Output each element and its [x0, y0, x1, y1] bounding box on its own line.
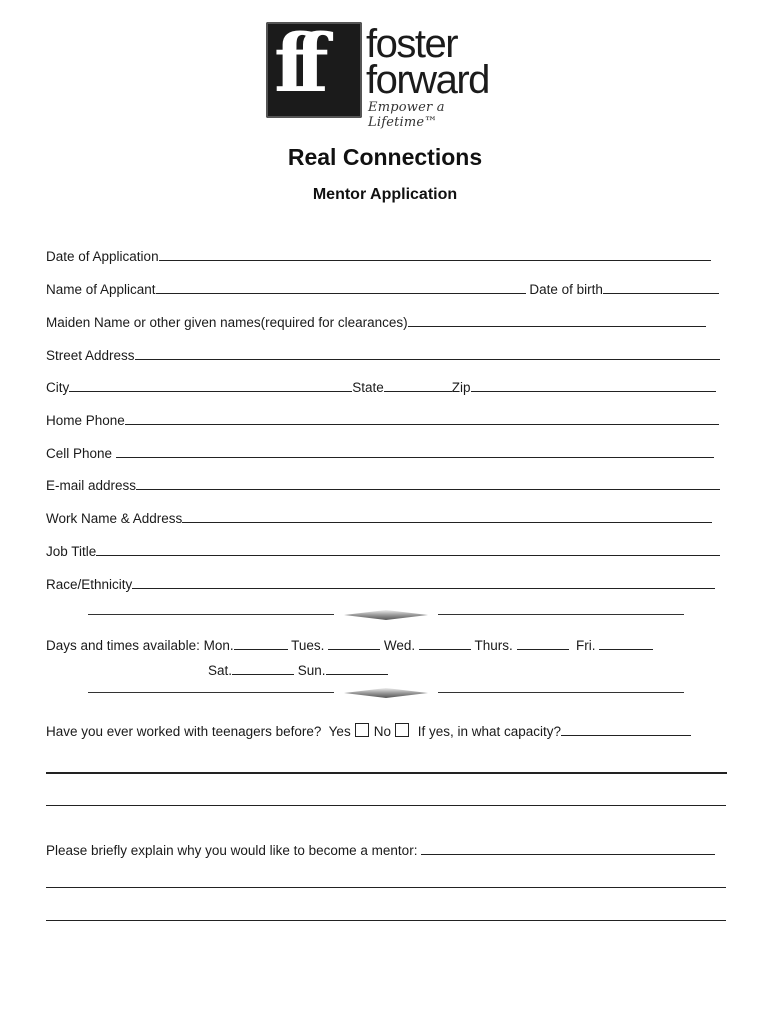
city-state-zip-row	[46, 378, 716, 396]
maiden-name-label: Maiden Name or other given names(required for clearances)	[46, 315, 408, 330]
cell-phone-label: Cell Phone	[46, 446, 113, 461]
city-field[interactable]	[69, 378, 352, 392]
yes-label: Yes	[328, 724, 351, 739]
job-title-label: Job Title	[46, 544, 97, 559]
friday-label: Fri.	[576, 638, 596, 653]
date-of-application-field[interactable]	[159, 247, 711, 261]
work-name-field[interactable]	[182, 509, 712, 523]
date-of-birth-field[interactable]	[603, 280, 719, 294]
state-label: State	[352, 380, 384, 395]
capacity-field[interactable]	[561, 722, 691, 736]
availability-label: Days and times available:	[46, 638, 200, 653]
tuesday-field[interactable]	[328, 636, 380, 650]
job-title-field[interactable]	[96, 542, 720, 556]
friday-field[interactable]	[599, 636, 653, 650]
mentor-reason-question: Please briefly explain why you would like to become a mentor:	[46, 843, 418, 858]
sunday-label: Sun.	[297, 663, 326, 678]
name-of-applicant-field[interactable]	[156, 280, 526, 294]
capacity-answer-line[interactable]	[46, 772, 727, 774]
teenagers-row	[46, 722, 691, 740]
work-name-row	[46, 509, 712, 527]
race-row	[46, 575, 715, 593]
no-checkbox[interactable]	[395, 723, 409, 737]
date-of-application-label: Date of Application	[46, 249, 159, 264]
availability-row	[46, 636, 653, 654]
mentor-reason-field[interactable]	[421, 841, 715, 855]
logo-word-forward: forward	[366, 58, 489, 102]
cell-phone-field[interactable]	[116, 444, 714, 458]
street-address-row	[46, 346, 720, 364]
wednesday-field[interactable]	[419, 636, 471, 650]
thursday-field[interactable]	[517, 636, 569, 650]
home-phone-row	[46, 411, 719, 429]
email-row	[46, 476, 720, 494]
email-label: E-mail address	[46, 478, 137, 493]
mentor-reason-answer-line[interactable]	[46, 920, 726, 921]
section-divider	[88, 686, 686, 700]
date-of-application-row	[46, 247, 711, 265]
sunday-field[interactable]	[326, 661, 388, 675]
divider-ornament	[344, 610, 428, 620]
zip-field[interactable]	[471, 378, 716, 392]
state-field[interactable]	[384, 378, 452, 392]
street-address-label: Street Address	[46, 348, 135, 363]
logo-mark-text: ff	[274, 16, 315, 110]
street-address-field[interactable]	[135, 346, 720, 360]
name-of-applicant-label: Name of Applicant	[46, 282, 156, 297]
mentor-reason-row	[46, 841, 715, 859]
form-subtitle: Mentor Application	[312, 186, 458, 203]
zip-label: Zip	[451, 380, 471, 395]
saturday-label: Sat.	[208, 663, 233, 678]
weekend-row	[208, 661, 388, 679]
form-title: Real Connections	[287, 144, 483, 170]
capacity-answer-line[interactable]	[46, 805, 726, 806]
no-label: No	[373, 724, 391, 739]
email-field[interactable]	[136, 476, 720, 490]
home-phone-label: Home Phone	[46, 413, 125, 428]
divider-ornament	[344, 688, 428, 698]
race-label: Race/Ethnicity	[46, 577, 133, 592]
city-label: City	[46, 380, 70, 395]
race-field[interactable]	[132, 575, 715, 589]
work-name-label: Work Name & Address	[46, 511, 183, 526]
maiden-name-row	[46, 313, 706, 331]
monday-field[interactable]	[234, 636, 288, 650]
job-title-row	[46, 542, 720, 560]
ff-logo-mark	[266, 16, 362, 118]
saturday-field[interactable]	[232, 661, 294, 675]
monday-label: Mon.	[203, 638, 234, 653]
name-row	[46, 280, 719, 298]
maiden-name-field[interactable]	[408, 313, 706, 327]
logo-word-foster: foster	[366, 22, 458, 66]
thursday-label: Thurs.	[474, 638, 513, 653]
date-of-birth-label: Date of birth	[529, 282, 603, 297]
cell-phone-row	[46, 444, 714, 462]
section-divider	[88, 608, 686, 622]
tuesday-label: Tues.	[291, 638, 325, 653]
teenagers-question: Have you ever worked with teenagers before?	[46, 724, 322, 739]
yes-checkbox[interactable]	[355, 723, 369, 737]
mentor-reason-answer-line[interactable]	[46, 887, 726, 888]
logo-tagline: Empower a Lifetime™	[368, 100, 445, 130]
capacity-label: If yes, in what capacity?	[417, 724, 562, 739]
home-phone-field[interactable]	[125, 411, 719, 425]
foster-forward-logo	[266, 16, 516, 130]
wednesday-label: Wed.	[383, 638, 416, 653]
